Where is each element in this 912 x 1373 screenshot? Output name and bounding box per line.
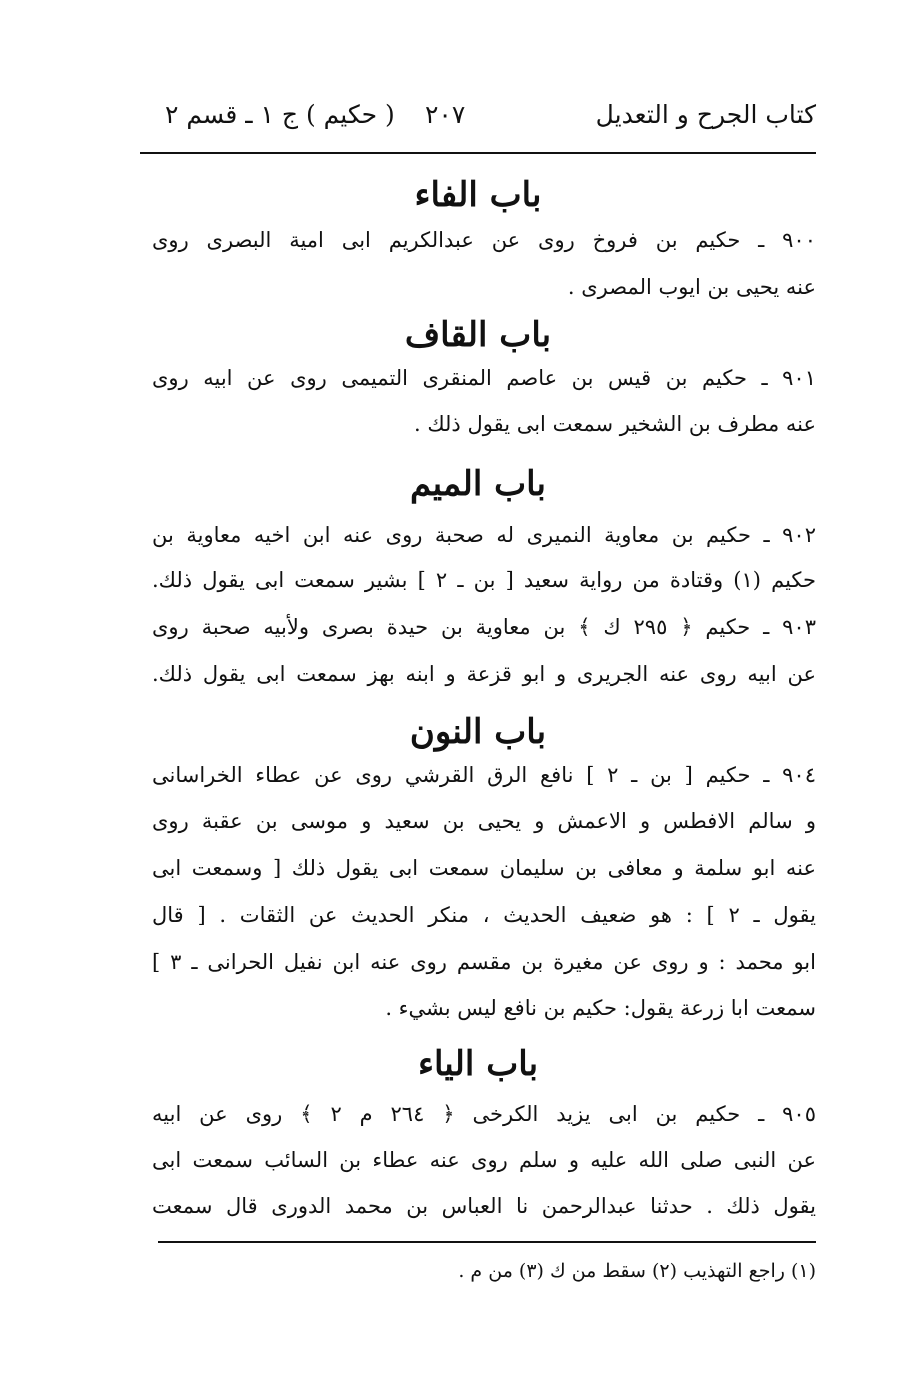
entry-line: ٩٠٣ ـ حكيم ﴿ ٢٩٥ ك ﴾ بن معاوية بن حيدة بصرى ولأبيه صحبة روى	[152, 615, 816, 639]
section-heading: باب الفاء	[414, 175, 542, 215]
section-heading: باب القاف	[404, 315, 552, 355]
footnote: (١) راجع التهذيب (٢) سقط من ك (٣) من م .	[458, 1260, 816, 1282]
entry-line: ٩٠٤ ـ حكيم [ بن ـ ٢ ] نافع الرق القرشي روى عن عطاء الخراسانى	[152, 763, 816, 787]
entry-line: يقول ـ ٢ ] : هو ضعيف الحديث ، منكر الحديث عن الثقات . [ قال	[152, 903, 816, 927]
footnote-divider	[158, 1241, 816, 1243]
entry-line: ابو محمد : و روى عن مغيرة بن مقسم روى عنه ابن نفيل الحرانى ـ ٣ ]	[152, 950, 816, 974]
page-number: ٢٠٧	[425, 100, 466, 129]
entry-line: سمعت ابا زرعة يقول: حكيم بن نافع ليس بشيء .	[385, 996, 816, 1020]
section-heading: باب الياء	[417, 1044, 539, 1084]
entry-line: عن النبى صلى الله عليه و سلم روى عنه عطاء بن السائب سمعت ابى	[152, 1148, 816, 1172]
book-title: كتاب الجرح و التعديل	[595, 100, 816, 129]
page-header	[140, 92, 816, 154]
entry-line: عنه يحيى بن ايوب المصرى .	[567, 275, 816, 299]
entry-line: عن ابيه روى عنه الجريرى و ابو قزعة و ابنه بهز سمعت ابى يقول ذلك.	[152, 662, 816, 686]
entry-line: ٩٠٠ ـ حكيم بن فروخ روى عن عبدالكريم ابى امية البصرى روى	[152, 228, 816, 252]
entry-line: يقول ذلك . حدثنا عبدالرحمن نا العباس بن محمد الدورى قال سمعت	[152, 1194, 816, 1218]
section-heading: باب النون	[409, 712, 547, 752]
entry-line: عنه ابو سلمة و معافى بن سليمان سمعت ابى يقول ذلك [ وسمعت ابى	[152, 856, 816, 880]
entry-line: ٩٠١ ـ حكيم بن قيس بن عاصم المنقرى التميمى روى عن ابيه روى	[152, 366, 816, 390]
section-label: ( حكيم ) ج ١ ـ قسم ٢	[165, 100, 395, 129]
entry-line: و سالم الافطس و الاعمش و يحيى بن سعيد و موسى بن عقبة روى	[152, 809, 816, 833]
entry-line: عنه مطرف بن الشخير سمعت ابى يقول ذلك .	[413, 412, 816, 436]
entry-line: حكيم (١) وقتادة من رواية سعيد [ بن ـ ٢ ] بشير سمعت ابى يقول ذلك.	[152, 568, 816, 592]
entry-line: ٩٠٥ ـ حكيم بن ابى يزيد الكرخى ﴿ ٢٦٤ م ٢ ﴾ روى عن ابيه	[152, 1102, 816, 1126]
section-heading: باب الميم	[409, 464, 547, 504]
entry-line: ٩٠٢ ـ حكيم بن معاوية النميرى له صحبة روى عنه ابن اخيه معاوية بن	[152, 523, 816, 547]
